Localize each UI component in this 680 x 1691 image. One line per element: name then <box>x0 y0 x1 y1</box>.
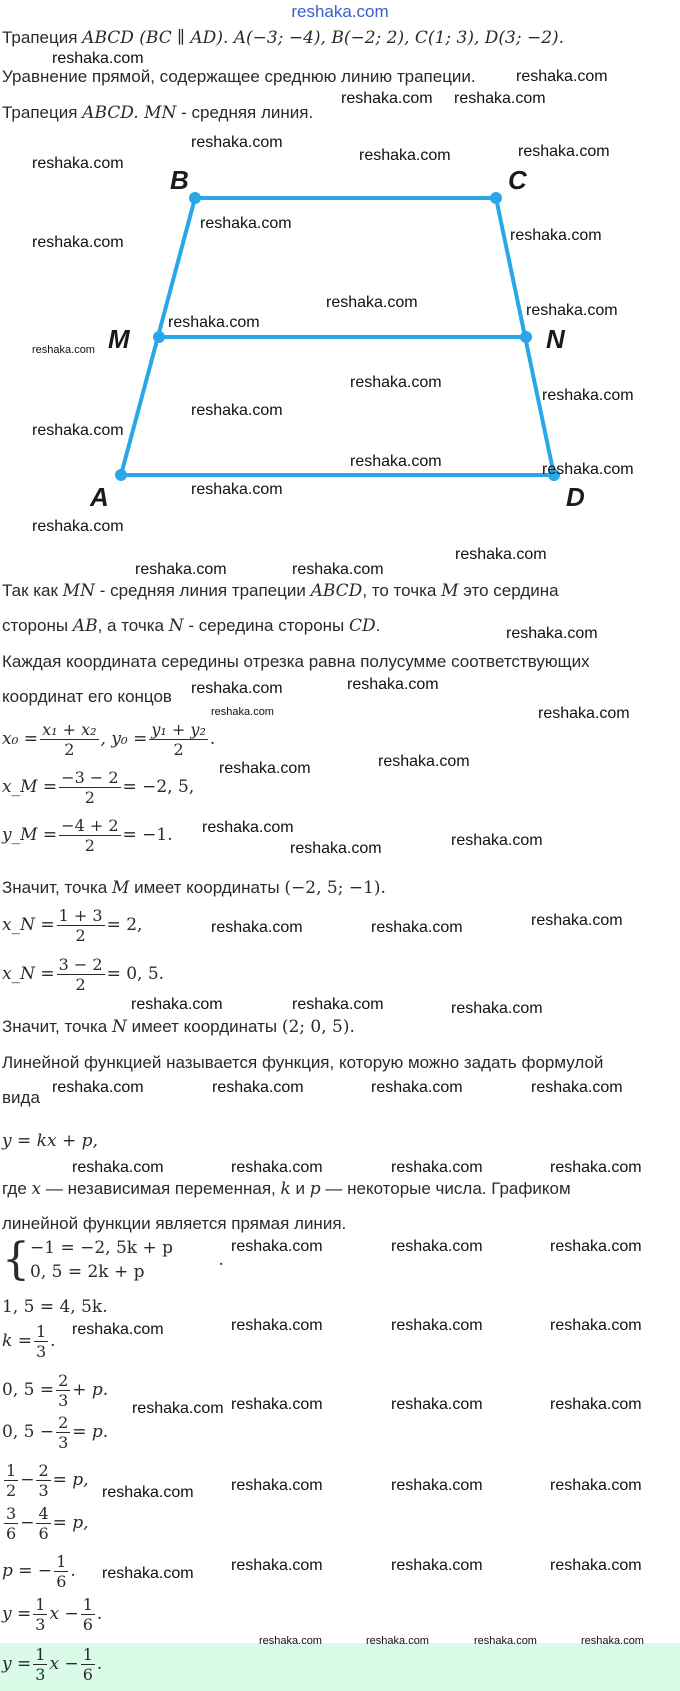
point-c <box>490 192 502 204</box>
label-m: M <box>108 324 130 354</box>
watermark-text: reshaka.com <box>371 1079 463 1096</box>
watermark-text: reshaka.com <box>518 143 610 160</box>
condition-label: Трапеция <box>2 28 78 47</box>
label-b: B <box>170 165 189 195</box>
paragraph-linear-def-2: вида <box>2 1088 40 1107</box>
given-suffix: - средняя линия. <box>176 103 314 122</box>
watermark-text: reshaka.com <box>231 1557 323 1574</box>
watermark-text: reshaka.com <box>102 1484 194 1501</box>
paragraph-graph: линейной функции является прямая линия. <box>2 1214 347 1233</box>
watermark-text: reshaka.com <box>347 676 439 693</box>
watermark-text: reshaka.com <box>506 625 598 642</box>
watermark-text: reshaka.com <box>341 90 433 107</box>
watermark-text: reshaka.com <box>474 1635 537 1647</box>
watermark-text: reshaka.com <box>542 387 634 404</box>
watermark-text: reshaka.com <box>581 1635 644 1647</box>
watermark-text: reshaka.com <box>132 1400 224 1417</box>
watermark-text: reshaka.com <box>191 402 283 419</box>
watermark-text: reshaka.com <box>131 996 223 1013</box>
point-a <box>115 469 127 481</box>
watermark-text: reshaka.com <box>454 90 546 107</box>
watermark-text: reshaka.com <box>202 819 294 836</box>
watermark-text: reshaka.com <box>550 1396 642 1413</box>
watermark-text: reshaka.com <box>135 561 227 578</box>
step-result: y = $\frac{1}{3}$ x − $\frac{1}{6}$ . <box>2 1595 103 1634</box>
watermark-text: reshaka.com <box>542 461 634 478</box>
point-m <box>153 331 165 343</box>
formula-midpoint: x₀ = $\frac{\text{x₁ + x₂}}{2}$ , y₀ = $\frac{\text{y₁ + y₂}}{2}$ . <box>2 720 216 759</box>
watermark-text: reshaka.com <box>72 1321 164 1338</box>
given-label: Трапеция <box>2 103 78 122</box>
formula-xn-1: x_N = $\frac{1 + 3}{2}$ = 2, <box>2 906 143 945</box>
step-3: 0, 5 = $\frac{2}{3}$ + p. <box>2 1371 109 1410</box>
watermark-text: reshaka.com <box>550 1159 642 1176</box>
label-n: N <box>546 324 565 354</box>
watermark-text: reshaka.com <box>290 840 382 857</box>
watermark-text: reshaka.com <box>451 832 543 849</box>
watermark-text: reshaka.com <box>538 705 630 722</box>
paragraph-midline-2: стороны AB, а точка N - середина стороны CD. <box>2 616 381 636</box>
step-p: p = − $\frac{1}{6}$ . <box>2 1552 76 1591</box>
watermark-text: reshaka.com <box>231 1159 323 1176</box>
step-4: 0, 5 − $\frac{2}{3}$ = p. <box>2 1413 109 1452</box>
watermark-text: reshaka.com <box>326 294 418 311</box>
step-6: $\frac{3}{6}$ − $\frac{4}{6}$ = p, <box>6 1504 89 1543</box>
paragraph-where: где x — независимая переменная, k и p — некоторые числа. Графиком <box>2 1179 571 1199</box>
final-answer: y = $\frac{1}{3}$ x − $\frac{1}{6}$ . <box>2 1645 103 1684</box>
watermark-text: reshaka.com <box>32 422 124 439</box>
watermark-text: reshaka.com <box>391 1159 483 1176</box>
label-a: A <box>90 482 109 512</box>
watermark-text: reshaka.com <box>72 1159 164 1176</box>
watermark-text: reshaka.com <box>292 996 384 1013</box>
watermark-text: reshaka.com <box>550 1557 642 1574</box>
watermark-text: reshaka.com <box>510 227 602 244</box>
watermark-text: reshaka.com <box>231 1396 323 1413</box>
watermark-text: reshaka.com <box>231 1477 323 1494</box>
paragraph-midline: Так как MN - средняя линия трапеции ABCD, то точка M это сердина <box>2 581 559 601</box>
task-text: Уравнение прямой, содержащее среднюю линию трапеции. <box>2 67 476 86</box>
watermark-text: reshaka.com <box>52 1079 144 1096</box>
label-c: C <box>508 165 527 195</box>
label-d: D <box>566 482 585 512</box>
paragraph-m-coords: Значит, точка M имеет координаты (−2, 5; −1). <box>2 878 386 898</box>
watermark-text: reshaka.com <box>526 302 618 319</box>
watermark-text: reshaka.com <box>32 518 124 535</box>
watermark-text: reshaka.com <box>391 1238 483 1255</box>
watermark-text: reshaka.com <box>168 314 260 331</box>
watermark-text: reshaka.com <box>550 1317 642 1334</box>
watermark-text: reshaka.com <box>378 753 470 770</box>
watermark-text: reshaka.com <box>531 912 623 929</box>
watermark-text: reshaka.com <box>350 374 442 391</box>
watermark-text: reshaka.com <box>550 1238 642 1255</box>
watermark-text: reshaka.com <box>391 1396 483 1413</box>
watermark-text: reshaka.com <box>350 453 442 470</box>
watermark-text: reshaka.com <box>191 481 283 498</box>
watermark-text: reshaka.com <box>259 1635 322 1647</box>
watermark-text: reshaka.com <box>516 68 608 85</box>
watermark-text: reshaka.com <box>531 1079 623 1096</box>
formula-ym: y_M = $\frac{-4 + 2}{2}$ = −1. <box>2 816 173 855</box>
watermark-text: reshaka.com <box>211 706 274 718</box>
watermark-text: reshaka.com <box>550 1477 642 1494</box>
paragraph-midpoint-rule: Каждая координата середины отрезка равна полусумме соответствующих <box>2 652 590 671</box>
site-header-link[interactable]: reshaka.com <box>291 2 389 21</box>
condition-math: ABCD (BC ∥ AD). A(−3; −4), B(−2; 2), C(1; 3), D(3; −2). <box>82 28 565 48</box>
equation-system: { −1 = −2, 5k + p 0, 5 = 2k + p . <box>2 1234 224 1285</box>
formula-xn-2: x_N = $\frac{3 - 2}{2}$ = 0, 5. <box>2 955 165 994</box>
watermark-text: reshaka.com <box>212 1079 304 1096</box>
watermark-text: reshaka.com <box>391 1557 483 1574</box>
watermark-text: reshaka.com <box>32 234 124 251</box>
watermark-text: reshaka.com <box>191 680 283 697</box>
step-5: $\frac{1}{2}$ − $\frac{2}{3}$ = p, <box>6 1461 89 1500</box>
point-n <box>520 331 532 343</box>
watermark-text: reshaka.com <box>366 1635 429 1647</box>
watermark-text: reshaka.com <box>32 155 124 172</box>
formula-xm: x_M = $\frac{-3 - 2}{2}$ = −2, 5, <box>2 768 195 807</box>
watermark-text: reshaka.com <box>359 147 451 164</box>
watermark-text: reshaka.com <box>451 1000 543 1017</box>
brace-icon: { <box>2 1234 30 1285</box>
watermark-text: reshaka.com <box>231 1317 323 1334</box>
watermark-text: reshaka.com <box>102 1565 194 1582</box>
watermark-text: reshaka.com <box>200 215 292 232</box>
given-math: ABCD. MN <box>82 103 177 123</box>
step-k: k = $\frac{1}{3}$ . <box>2 1322 56 1361</box>
watermark-text: reshaka.com <box>455 546 547 563</box>
watermark-text: reshaka.com <box>191 134 283 151</box>
watermark-text: reshaka.com <box>52 50 144 67</box>
paragraph-midpoint-rule-2: координат его концов <box>2 687 172 706</box>
watermark-text: reshaka.com <box>371 919 463 936</box>
paragraph-linear-def: Линейной функцией называется функция, которую можно задать формулой <box>2 1053 604 1072</box>
formula-linear: y = kx + p, <box>2 1131 98 1151</box>
watermark-text: reshaka.com <box>231 1238 323 1255</box>
paragraph-n-coords: Значит, точка N имеет координаты (2; 0, 5). <box>2 1017 355 1037</box>
point-b <box>189 192 201 204</box>
step-1: 1, 5 = 4, 5k. <box>2 1297 108 1317</box>
watermark-text: reshaka.com <box>391 1317 483 1334</box>
watermark-text: reshaka.com <box>32 344 95 356</box>
watermark-text: reshaka.com <box>211 919 303 936</box>
watermark-text: reshaka.com <box>219 760 311 777</box>
watermark-text: reshaka.com <box>292 561 384 578</box>
watermark-text: reshaka.com <box>391 1477 483 1494</box>
